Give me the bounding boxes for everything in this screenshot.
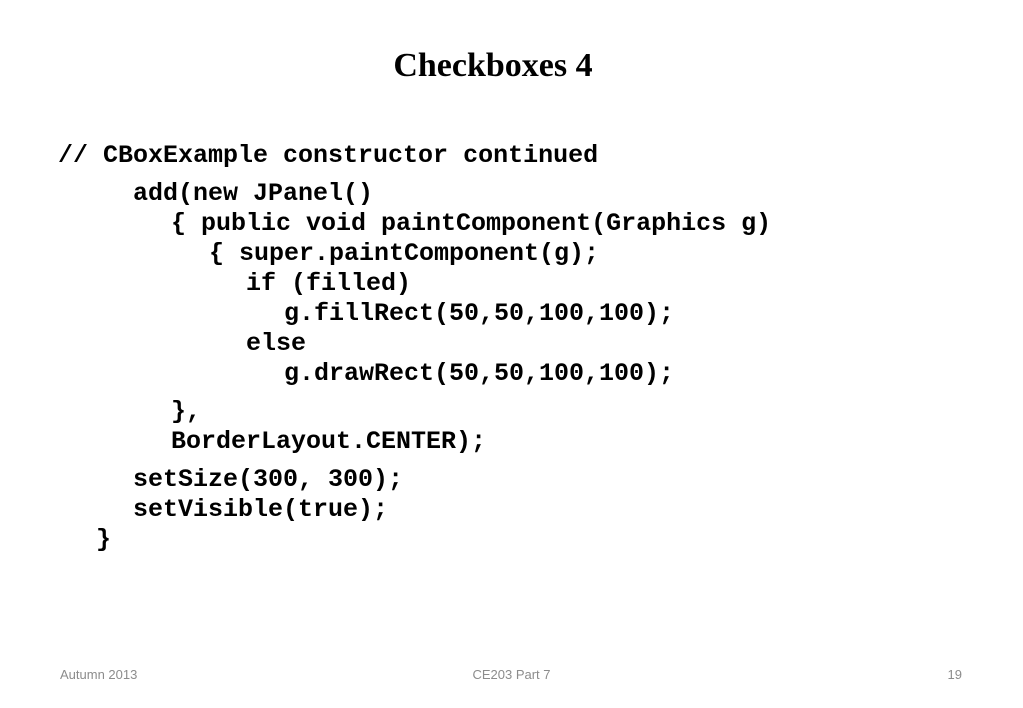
code-line-close-brace: }, [171,397,202,426]
code-line-set-visible: setVisible(true); [133,495,389,524]
code-line-add-panel: add(new JPanel() [133,179,374,208]
code-line-super-call: { super.paintComponent(g); [209,239,600,268]
code-line-else: else [246,329,307,358]
code-line-draw-rect: g.drawRect(50,50,100,100); [284,359,675,388]
code-line-border-layout: BorderLayout.CENTER); [171,427,487,456]
code-line-end-brace: } [96,525,112,554]
code-line-fill-rect: g.fillRect(50,50,100,100); [284,299,675,328]
slide-title: Checkboxes 4 [393,47,593,84]
footer-date: Autumn 2013 [60,667,138,682]
code-line-set-size: setSize(300, 300); [133,465,404,494]
footer-course: CE203 Part 7 [472,667,551,682]
code-line-paint-component: { public void paintComponent(Graphics g) [171,209,772,238]
code-line-if-filled: if (filled) [246,269,412,298]
footer-page-number: 19 [947,667,962,682]
code-line-comment: // CBoxExample constructor continued [58,141,599,170]
